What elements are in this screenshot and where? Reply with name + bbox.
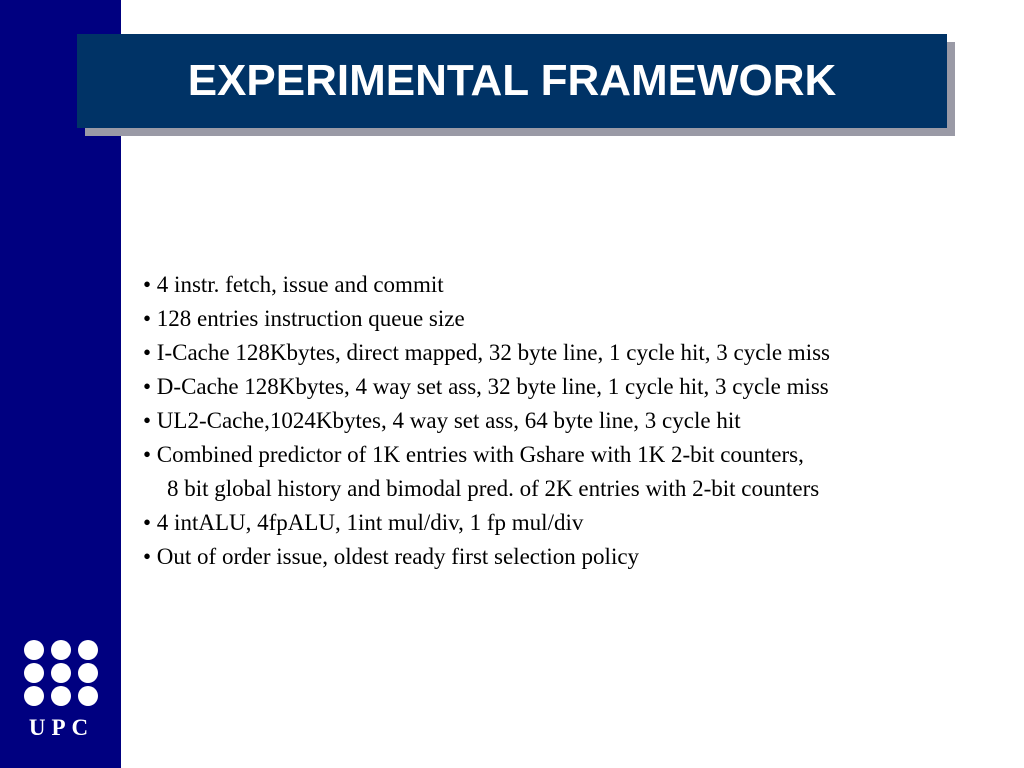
logo-dot bbox=[51, 686, 71, 706]
bullet-item: • Combined predictor of 1K entries with Gshare with 1K 2-bit counters, bbox=[143, 442, 804, 467]
logo-dot bbox=[24, 686, 44, 706]
logo-dot bbox=[78, 686, 98, 706]
title-bar bbox=[77, 34, 947, 128]
logo-dot bbox=[24, 640, 44, 660]
logo-dot bbox=[51, 663, 71, 683]
bullet-item: • 128 entries instruction queue size bbox=[143, 306, 465, 331]
bullet-continuation: 8 bit global history and bimodal pred. of 2K entries with 2-bit counters bbox=[167, 476, 820, 501]
slide-title: EXPERIMENTAL FRAMEWORK bbox=[187, 56, 837, 105]
logo-dot bbox=[24, 663, 44, 683]
bullet-item: • Out of order issue, oldest ready first selection policy bbox=[143, 544, 640, 569]
bullet-item: • 4 intALU, 4fpALU, 1int mul/div, 1 fp mul/div bbox=[143, 510, 584, 535]
bullet-item: • UL2-Cache,1024Kbytes, 4 way set ass, 64 byte line, 3 cycle hit bbox=[143, 408, 741, 433]
upc-logo-dots bbox=[24, 640, 99, 706]
logo-dot bbox=[51, 640, 71, 660]
bullet-item: • D-Cache 128Kbytes, 4 way set ass, 32 byte line, 1 cycle hit, 3 cycle miss bbox=[143, 374, 829, 399]
upc-logo-text: UPC bbox=[28, 715, 95, 740]
bullet-item: • 4 instr. fetch, issue and commit bbox=[143, 272, 444, 297]
bullet-list bbox=[143, 268, 1013, 574]
bullet-item: • I-Cache 128Kbytes, direct mapped, 32 byte line, 1 cycle hit, 3 cycle miss bbox=[143, 340, 830, 365]
logo-dot bbox=[78, 663, 98, 683]
logo-dot bbox=[78, 640, 98, 660]
